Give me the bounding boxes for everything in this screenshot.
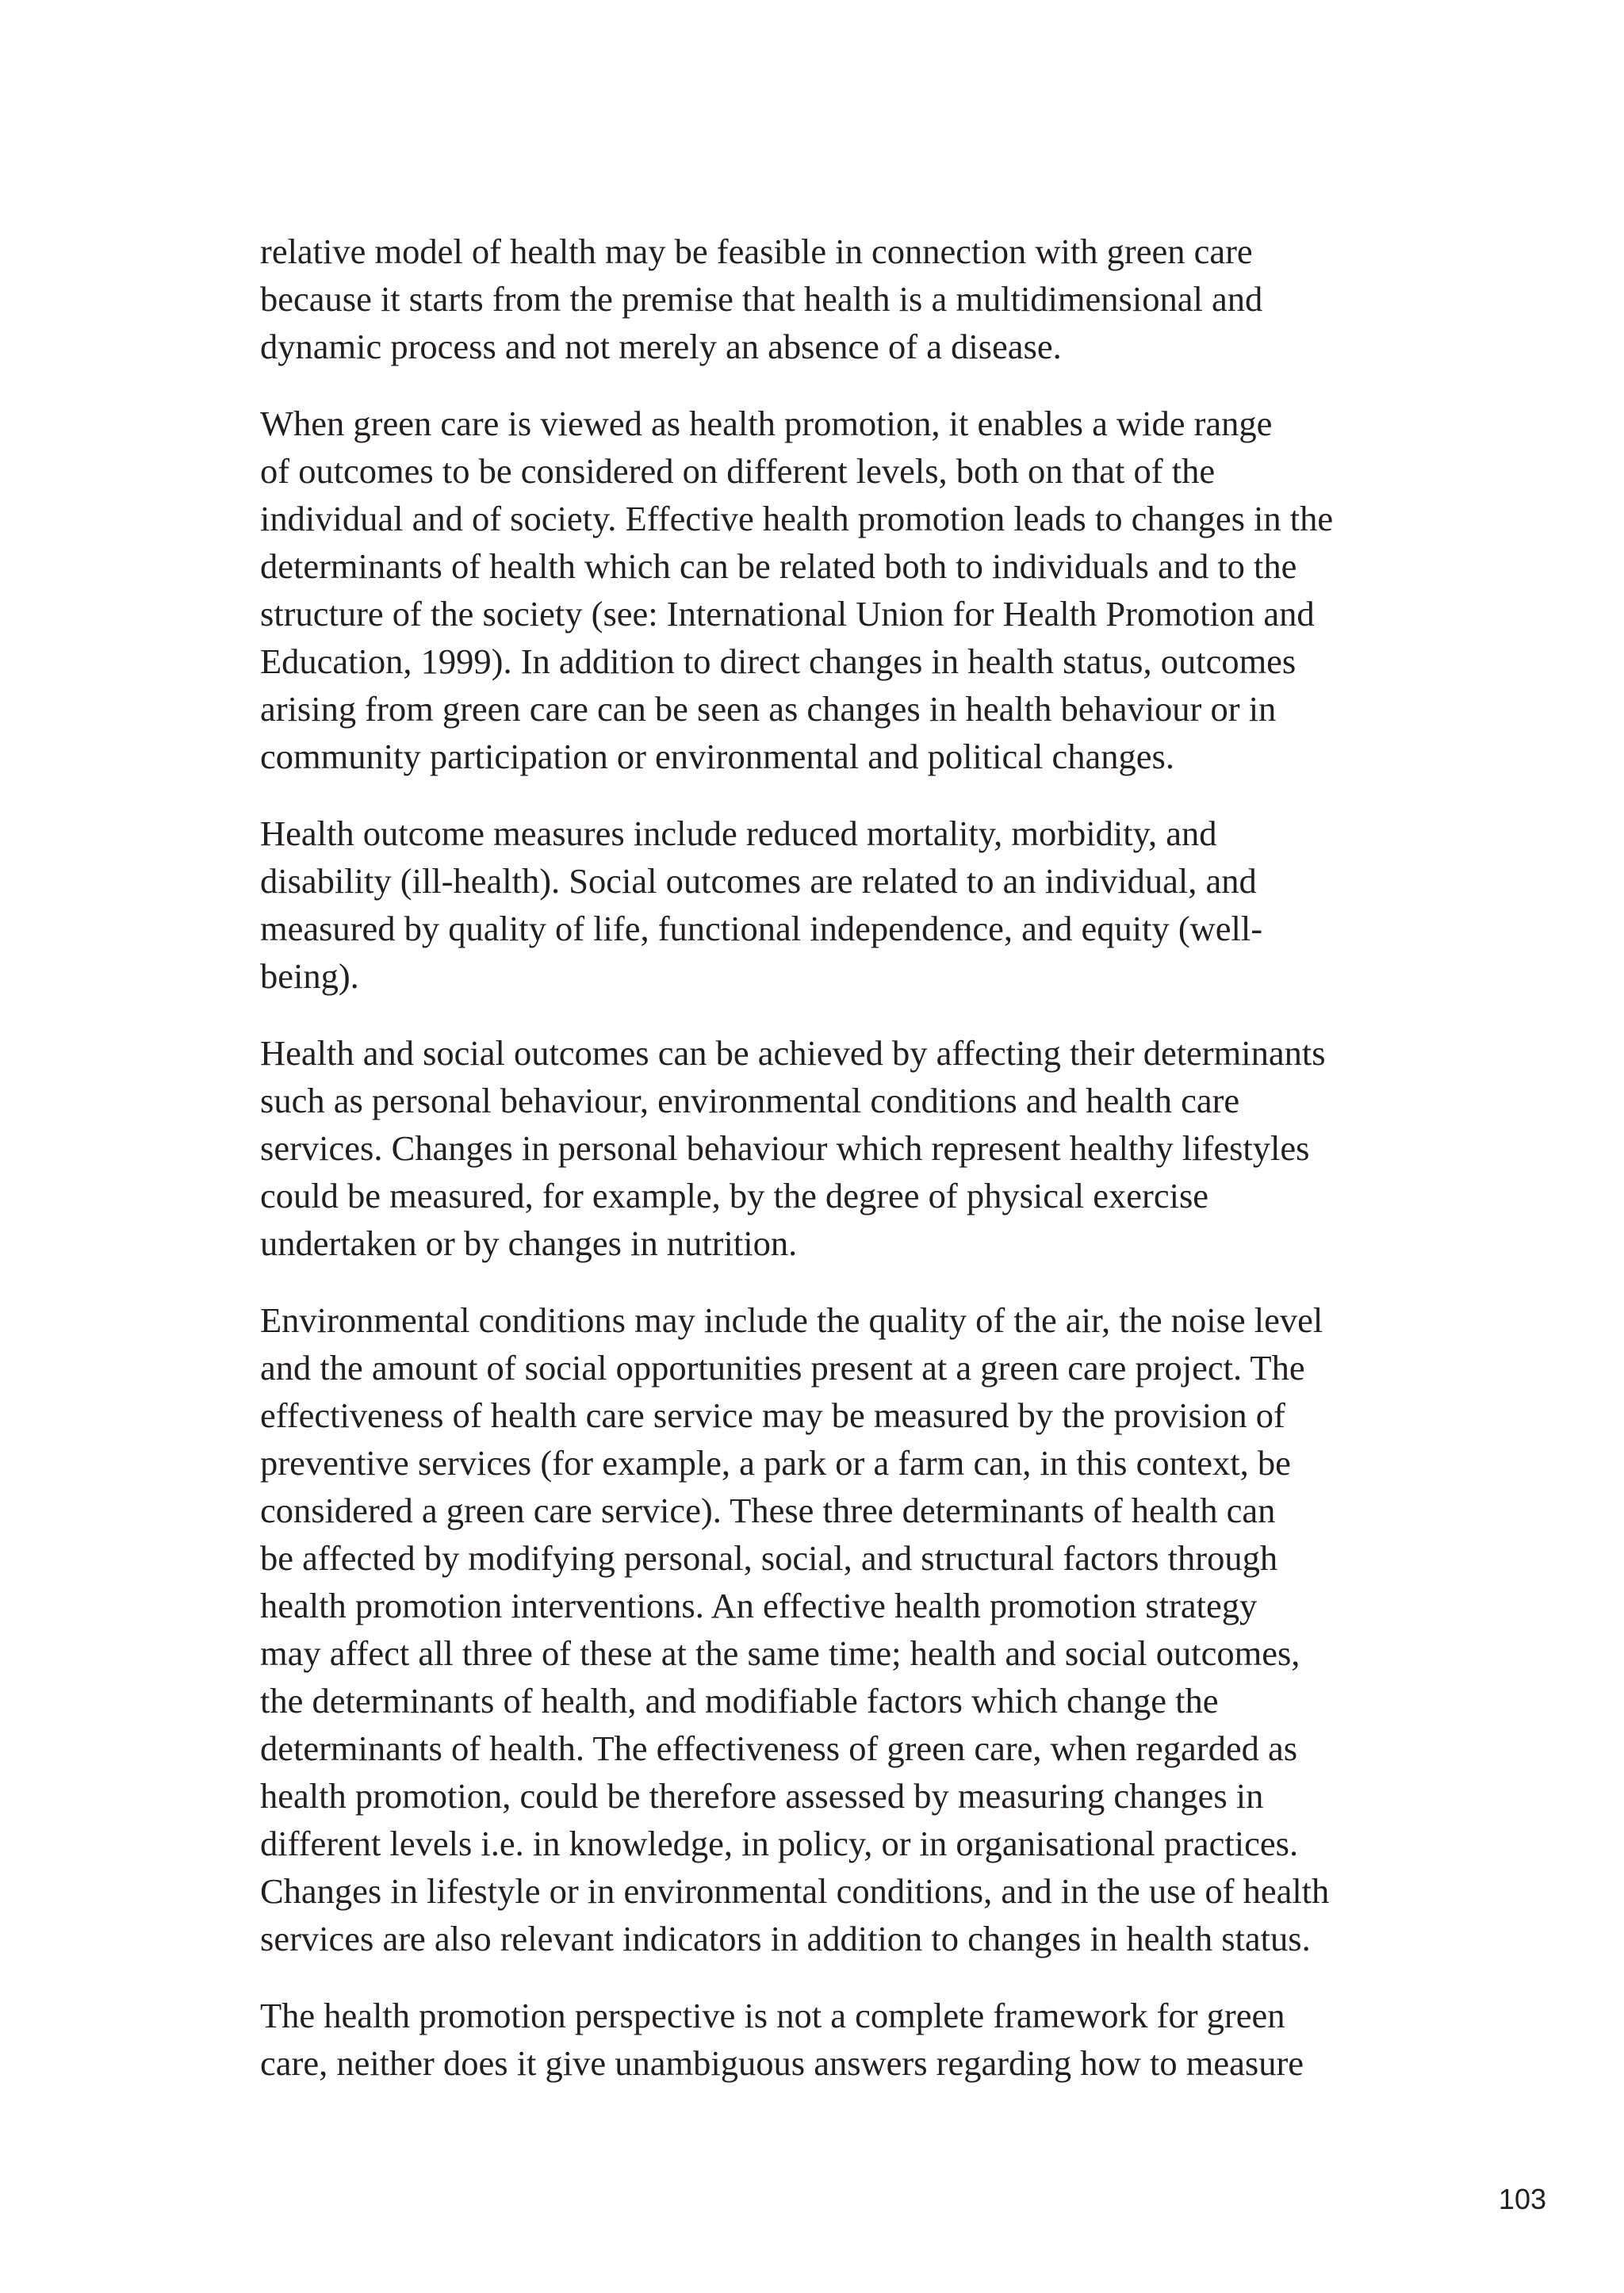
body-text (260, 228, 1402, 2116)
text-line: such as personal behaviour, environmental conditions and health care (260, 1081, 1240, 1120)
text-line: dynamic process and not merely an absence of a disease. (260, 327, 1062, 366)
text-line: community participation or environmental and political changes. (260, 737, 1174, 776)
paragraph-6 (260, 1992, 1402, 2087)
text-line: being). (260, 956, 359, 996)
text-line: because it starts from the premise that health is a multidimensional and (260, 279, 1263, 319)
text-line: determinants of health. The effectiveness of green care, when regarded as (260, 1728, 1298, 1768)
text-line: disability (ill-health). Social outcomes are related to an individual, and (260, 861, 1257, 901)
text-line: relative model of health may be feasible in connection with green care (260, 232, 1253, 271)
text-line: health promotion, could be therefore assessed by measuring changes in (260, 1776, 1264, 1816)
paragraph-4 (260, 1029, 1402, 1267)
text-line: of outcomes to be considered on different levels, both on that of the (260, 451, 1216, 491)
paragraph-1 (260, 228, 1402, 370)
paragraph-5 (260, 1296, 1402, 1962)
text-line: structure of the society (see: International Union for Health Promotion and (260, 594, 1315, 634)
text-line: the determinants of health, and modifiable factors which change the (260, 1681, 1219, 1721)
paragraph-3 (260, 810, 1402, 1000)
text-line: could be measured, for example, by the degree of physical exercise (260, 1176, 1209, 1215)
text-line: services. Changes in personal behaviour which represent healthy lifestyles (260, 1128, 1310, 1168)
text-line: effectiveness of health care service may be measured by the provision of (260, 1395, 1285, 1435)
text-line: Health and social outcomes can be achieved by affecting their determinants (260, 1033, 1326, 1073)
text-line: and the amount of social opportunities present at a green care project. The (260, 1348, 1305, 1388)
text-line: Education, 1999). In addition to direct changes in health status, outcomes (260, 641, 1297, 681)
text-line: care, neither does it give unambiguous answers regarding how to measure (260, 2043, 1304, 2083)
page-number: 103 (1498, 2183, 1546, 2215)
paragraph-2 (260, 400, 1402, 780)
text-line: health promotion interventions. An effective health promotion strategy (260, 1586, 1258, 1625)
text-line: determinants of health which can be related both to individuals and to the (260, 546, 1297, 586)
text-line: The health promotion perspective is not a complete framework for green (260, 1996, 1285, 2035)
text-line: Environmental conditions may include the quality of the air, the noise level (260, 1300, 1323, 1340)
text-line: When green care is viewed as health promotion, it enables a wide range (260, 404, 1273, 443)
text-line: considered a green care service). These three determinants of health can (260, 1491, 1276, 1530)
text-line: individual and of society. Effective health promotion leads to changes in the (260, 499, 1334, 538)
text-line: Health outcome measures include reduced mortality, morbidity, and (260, 813, 1217, 853)
text-line: may affect all three of these at the same time; health and social outcomes, (260, 1633, 1300, 1673)
text-line: undertaken or by changes in nutrition. (260, 1223, 798, 1263)
text-line: preventive services (for example, a park or a farm can, in this context, be (260, 1443, 1291, 1483)
text-line: different levels i.e. in knowledge, in policy, or in organisational practices. (260, 1824, 1299, 1863)
text-line: services are also relevant indicators in addition to changes in health status. (260, 1919, 1311, 1958)
text-line: Changes in lifestyle or in environmental conditions, and in the use of health (260, 1871, 1330, 1911)
text-line: be affected by modifying personal, social, and structural factors through (260, 1538, 1278, 1578)
text-line: measured by quality of life, functional independence, and equity (well- (260, 909, 1263, 948)
text-line: arising from green care can be seen as changes in health behaviour or in (260, 689, 1277, 729)
